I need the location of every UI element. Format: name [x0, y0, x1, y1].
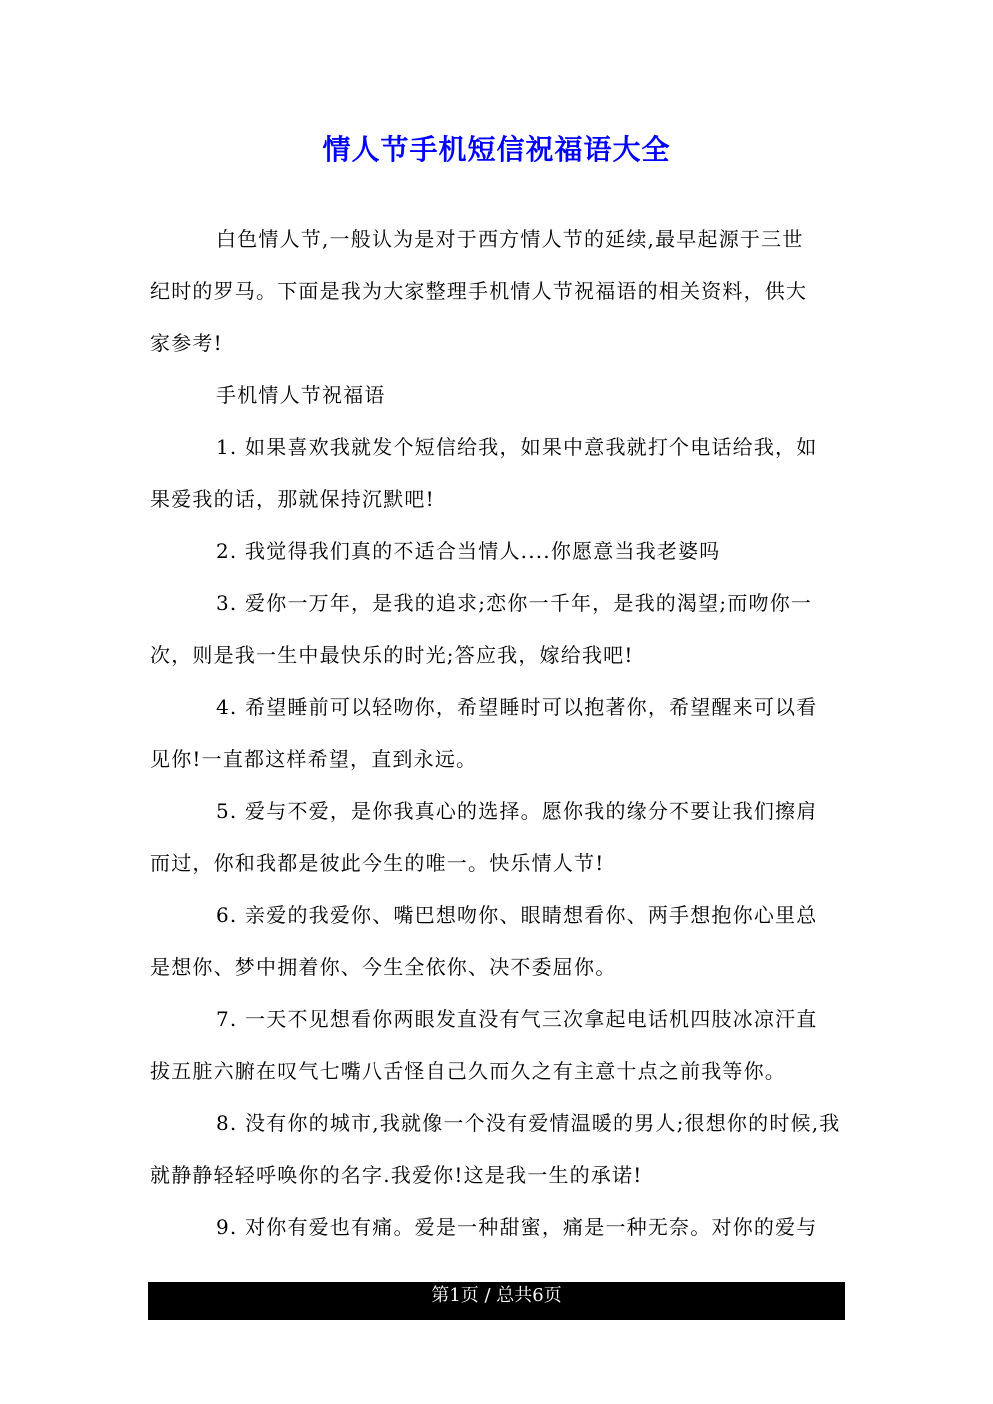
- text-line: 拔五脏六腑在叹气七嘴八舌怪自己久而久之有主意十点之前我等你。: [150, 1059, 786, 1083]
- text-line: 而过，你和我都是彼此今生的唯一。快乐情人节!: [150, 851, 605, 875]
- text-line: 纪时的罗马。下面是我为大家整理手机情人节祝福语的相关资料，供大: [150, 279, 808, 303]
- document-title: 情人节手机短信祝福语大全: [322, 133, 671, 166]
- page-footer: 第1页 / 总共6页: [148, 1282, 845, 1320]
- text-line: 9. 对你有爱也有痛。爱是一种甜蜜，痛是一种无奈。对你的爱与: [216, 1215, 818, 1239]
- text-line: 5. 爱与不爱，是你我真心的选择。愿你我的缘分不要让我们擦肩: [216, 799, 818, 823]
- text-line: 6. 亲爱的我爱你、嘴巴想吻你、眼睛想看你、两手想抱你心里总: [216, 903, 818, 927]
- text-line: 3. 爱你一万年，是我的追求;恋你一千年，是我的渴望;而吻你一: [216, 591, 813, 615]
- text-line: 果爱我的话，那就保持沉默吧!: [150, 487, 435, 511]
- text-line: 手机情人节祝福语: [216, 383, 386, 407]
- text-line: 白色情人节,一般认为是对于西方情人节的延续,最早起源于三世: [216, 227, 804, 251]
- text-line: 见你!一直都这样希望，直到永远。: [150, 747, 478, 771]
- text-line: 8. 没有你的城市,我就像一个没有爱情温暖的男人;很想你的时候,我: [216, 1111, 841, 1135]
- text-line: 家参考!: [150, 331, 223, 355]
- text-line: 7. 一天不见想看你两眼发直没有气三次拿起电话机四肢冰凉汗直: [216, 1007, 818, 1031]
- text-line: 次，则是我一生中最快乐的时光;答应我，嫁给我吧!: [150, 643, 634, 667]
- text-line: 4. 希望睡前可以轻吻你，希望睡时可以抱著你，希望醒来可以看: [216, 695, 818, 719]
- text-line: 是想你、梦中拥着你、今生全依你、决不委屈你。: [150, 955, 617, 979]
- text-line: 2. 我觉得我们真的不适合当情人....你愿意当我老婆吗: [216, 539, 721, 563]
- text-line: 就静静轻轻呼唤你的名字.我爱你!这是我一生的承诺!: [150, 1163, 643, 1187]
- text-line: 1. 如果喜欢我就发个短信给我，如果中意我就打个电话给我，如: [216, 435, 818, 459]
